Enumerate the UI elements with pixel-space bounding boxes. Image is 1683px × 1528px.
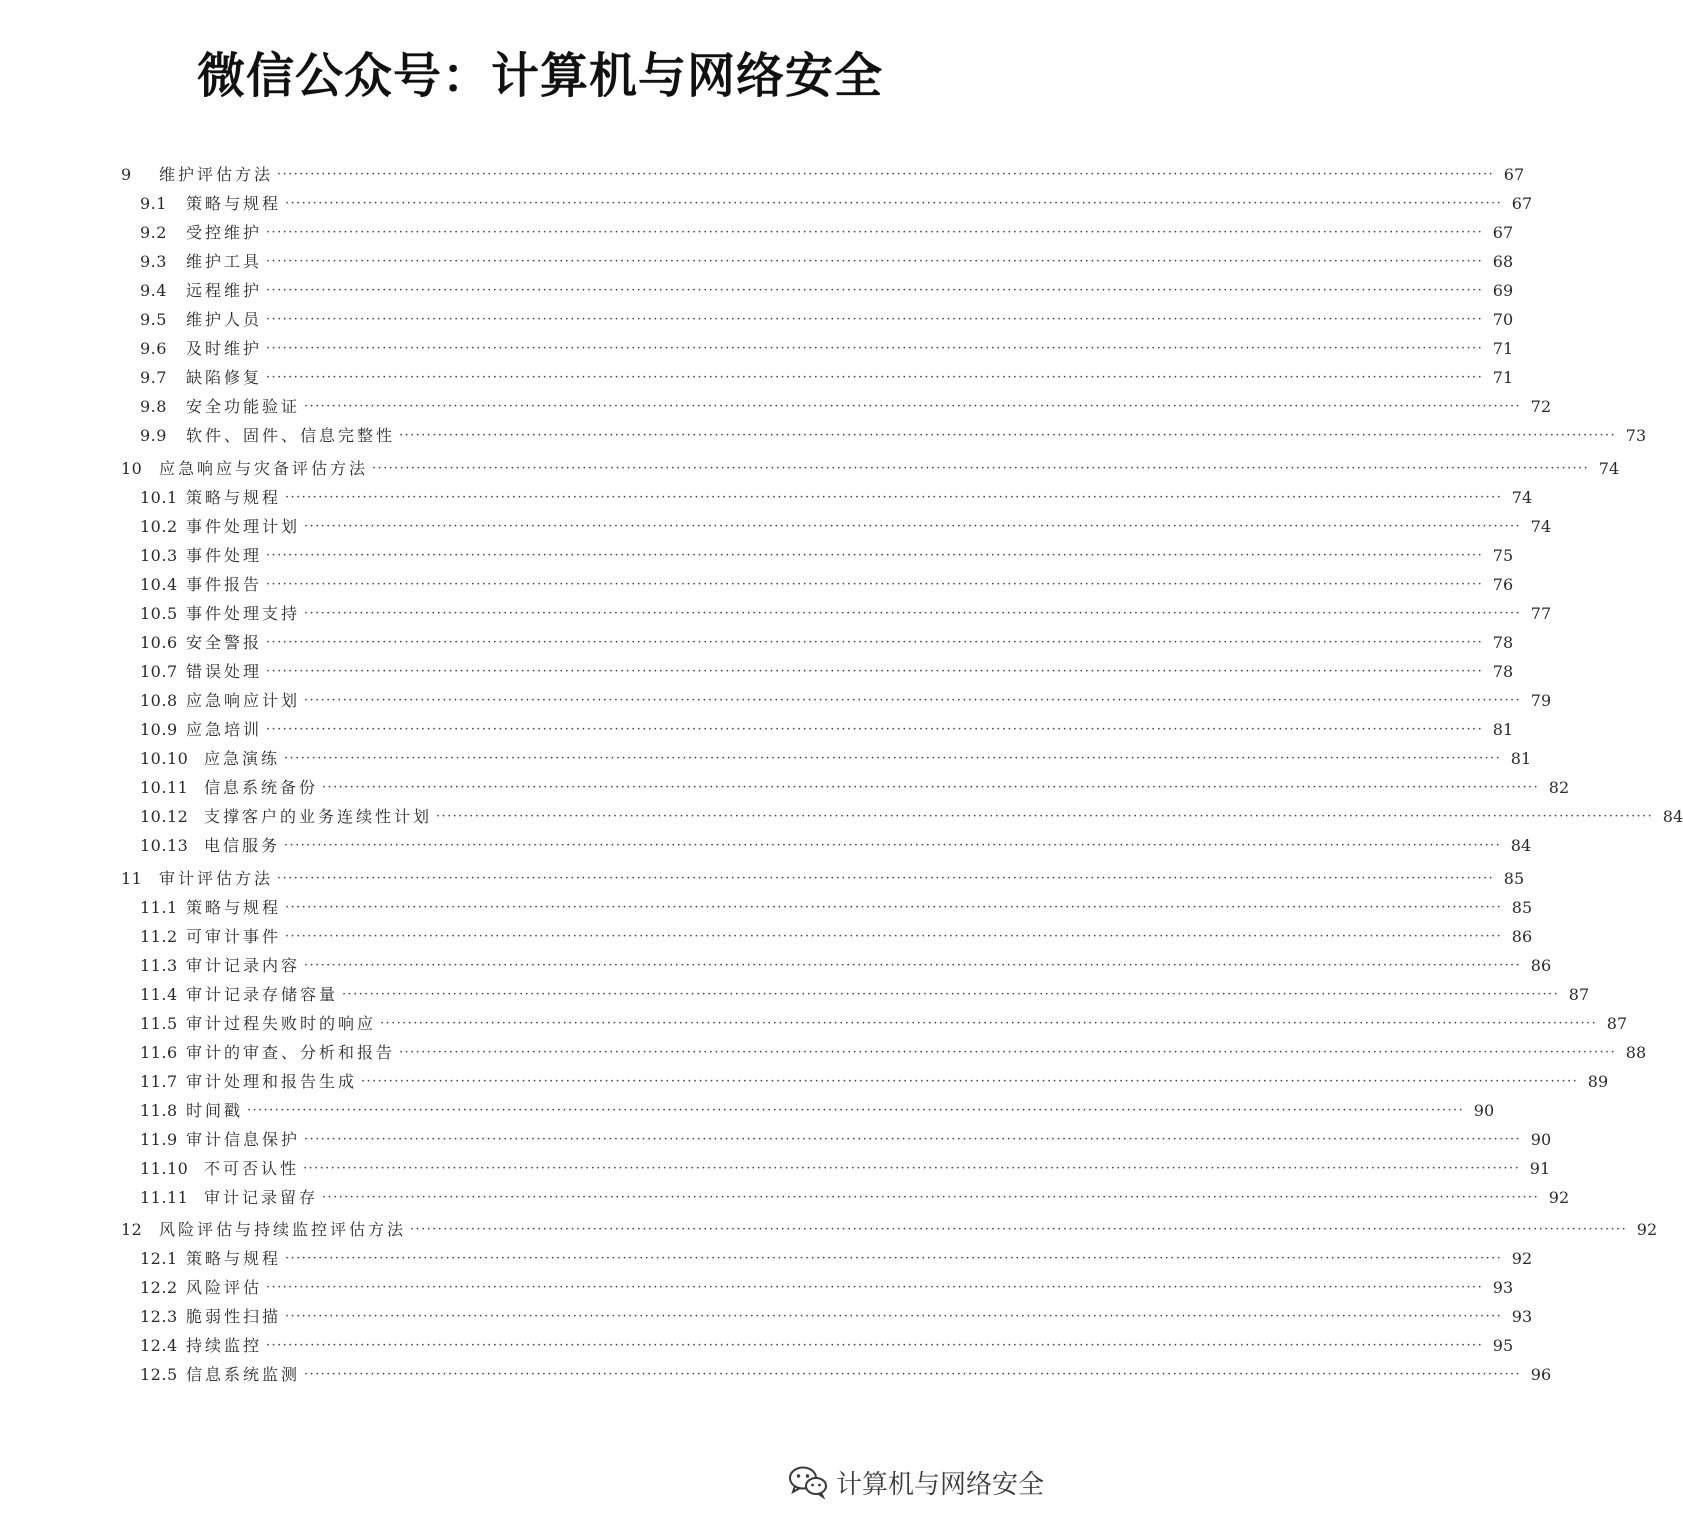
toc-number: 11.3 [140, 956, 178, 975]
toc-number: 9.7 [140, 368, 167, 387]
toc-page-number: 72 [1530, 397, 1552, 416]
toc-section [0, 189, 1533, 218]
toc-title: 策略与规程 [186, 898, 282, 917]
toc-number: 11.1 [140, 898, 178, 917]
toc-title: 安全功能验证 [186, 397, 301, 416]
toc-number: 11.9 [140, 1130, 178, 1149]
dot-leader: ···························································································································································································································· [277, 167, 1495, 182]
toc-chapter [0, 864, 1525, 893]
toc-section [0, 773, 1570, 802]
toc-section [0, 1038, 1647, 1067]
dot-leader: ···························································································································································································································· [285, 490, 1503, 505]
watermark-text: 计算机与网络安全 [835, 1469, 1044, 1500]
toc-title: 审计过程失败时的响应 [186, 1014, 377, 1033]
toc-section [0, 1331, 1514, 1360]
dot-leader: ···························································································································································································································· [285, 1309, 1503, 1324]
dot-leader: ···························································································································································································································· [285, 1251, 1503, 1266]
toc-title: 风险评估 [186, 1278, 263, 1297]
toc-title: 信息系统监测 [186, 1365, 301, 1384]
toc-title: 缺陷修复 [186, 368, 263, 387]
toc-number: 11.6 [140, 1043, 178, 1062]
toc-title: 应急演练 [204, 749, 281, 768]
toc-page-number: 92 [1511, 1249, 1533, 1268]
toc-number: 11.2 [140, 927, 178, 946]
toc-section [0, 1009, 1628, 1038]
dot-leader: ···························································································································································································································· [304, 399, 1522, 414]
toc-number: 10.6 [140, 633, 178, 652]
dot-leader: ···························································································································································································································· [266, 254, 1484, 269]
toc-title: 审计记录内容 [186, 956, 301, 975]
dot-leader: ···························································································································································································································· [304, 1132, 1522, 1147]
toc-title: 电信服务 [204, 836, 281, 855]
toc-page-number: 89 [1587, 1072, 1609, 1091]
dot-leader: ···························································································································································································································· [247, 1103, 1465, 1118]
dot-leader: ···························································································································································································································· [266, 548, 1484, 563]
toc-title: 维护评估方法 [159, 165, 274, 184]
dot-leader: ···························································································································································································································· [266, 341, 1484, 356]
toc-page-number: 86 [1511, 927, 1533, 946]
toc-page-number: 84 [1510, 836, 1532, 855]
toc-section [0, 1183, 1570, 1212]
toc-title: 支撑客户的业务连续性计划 [204, 807, 433, 826]
dot-leader: ···························································································································································································································· [399, 1045, 1617, 1060]
toc-number: 9 [121, 165, 132, 184]
dot-leader: ···························································································································································································································· [266, 312, 1484, 327]
dot-leader: ···························································································································································································································· [284, 838, 1502, 853]
toc-section [0, 715, 1514, 744]
toc-title: 远程维护 [186, 281, 263, 300]
dot-leader: ···························································································································································································································· [266, 283, 1484, 298]
toc-title: 持续监控 [186, 1336, 263, 1355]
toc-title: 错误处理 [186, 662, 263, 681]
toc-number: 10.3 [140, 546, 178, 565]
toc-title: 策略与规程 [186, 194, 282, 213]
toc-title: 脆弱性扫描 [186, 1307, 282, 1326]
toc-number: 9.5 [140, 310, 167, 329]
dot-leader: ···························································································································································································································· [399, 428, 1617, 443]
dot-leader: ···························································································································································································································· [266, 1338, 1484, 1353]
dot-leader: ···························································································································································································································· [322, 780, 1540, 795]
dot-leader: ···························································································································································································································· [304, 693, 1522, 708]
dot-leader: ···························································································································································································································· [436, 809, 1654, 824]
dot-leader: ···························································································································································································································· [277, 871, 1495, 886]
toc-section [0, 831, 1532, 860]
wechat-icon [788, 1465, 828, 1499]
toc-page-number: 92 [1548, 1188, 1570, 1207]
toc-page-number: 67 [1503, 165, 1525, 184]
toc-page-number: 74 [1598, 459, 1620, 478]
toc-title: 软件、固件、信息完整性 [186, 426, 396, 445]
toc-number: 9.8 [140, 397, 167, 416]
toc-page-number: 96 [1530, 1365, 1552, 1384]
watermark [788, 1462, 1044, 1502]
toc-page-number: 86 [1530, 956, 1552, 975]
toc-section [0, 483, 1533, 512]
toc-section [0, 1125, 1552, 1154]
dot-leader: ···························································································································································································································· [304, 519, 1522, 534]
toc-section [0, 541, 1514, 570]
toc-page-number: 74 [1511, 488, 1533, 507]
toc-number: 12.3 [140, 1307, 178, 1326]
toc-title: 风险评估与持续监控评估方法 [159, 1220, 407, 1239]
toc-page-number: 76 [1492, 575, 1514, 594]
toc-page-number: 75 [1492, 546, 1514, 565]
toc-section [0, 1244, 1533, 1273]
dot-leader: ···························································································································································································································· [285, 196, 1503, 211]
toc-page-number: 78 [1492, 662, 1514, 681]
toc-page-number: 68 [1492, 252, 1514, 271]
toc-number: 12.4 [140, 1336, 178, 1355]
toc-number: 9.6 [140, 339, 167, 358]
toc-title: 不可否认性 [204, 1159, 300, 1178]
toc-section [0, 922, 1533, 951]
toc-page-number: 74 [1530, 517, 1552, 536]
dot-leader: ···························································································································································································································· [361, 1074, 1579, 1089]
toc-section [0, 1067, 1609, 1096]
toc-page-number: 81 [1510, 749, 1532, 768]
toc-title: 审计记录留存 [204, 1188, 319, 1207]
toc-page-number: 82 [1548, 778, 1570, 797]
toc-section [0, 980, 1590, 1009]
dot-leader: ···························································································································································································································· [304, 1367, 1522, 1382]
toc-section [0, 893, 1533, 922]
toc-title: 事件报告 [186, 575, 263, 594]
toc-page-number: 93 [1511, 1307, 1533, 1326]
toc-section [0, 392, 1552, 421]
dot-leader: ···························································································································································································································· [284, 751, 1502, 766]
dot-leader: ···························································································································································································································· [266, 722, 1484, 737]
dot-leader: ···························································································································································································································· [410, 1222, 1628, 1237]
toc-page-number: 85 [1503, 869, 1525, 888]
dot-leader: ···························································································································································································································· [266, 635, 1484, 650]
toc-number: 11.10 [140, 1159, 189, 1178]
toc-number: 11.11 [140, 1188, 189, 1207]
toc-section [0, 334, 1514, 363]
toc-section [0, 247, 1514, 276]
toc-chapter [0, 1215, 1658, 1244]
dot-leader: ···························································································································································································································· [285, 900, 1503, 915]
toc-title: 策略与规程 [186, 488, 282, 507]
toc-page-number: 87 [1568, 985, 1590, 1004]
toc-page-number: 67 [1511, 194, 1533, 213]
dot-leader: ···························································································································································································································· [266, 225, 1484, 240]
toc-page-number: 92 [1636, 1220, 1658, 1239]
toc-page-number: 91 [1529, 1159, 1551, 1178]
toc-title: 应急响应计划 [186, 691, 301, 710]
toc-page-number: 95 [1492, 1336, 1514, 1355]
toc-number: 11.4 [140, 985, 178, 1004]
toc-title: 审计记录存储容量 [186, 985, 339, 1004]
toc-section [0, 1302, 1533, 1331]
dot-leader: ···························································································································································································································· [266, 1280, 1484, 1295]
toc-section [0, 363, 1514, 392]
toc-title: 及时维护 [186, 339, 263, 358]
toc-page-number: 67 [1492, 223, 1514, 242]
toc-chapter [0, 454, 1620, 483]
toc-section [0, 1360, 1552, 1389]
dot-leader: ···························································································································································································································· [342, 987, 1560, 1002]
dot-leader: ···························································································································································································································· [380, 1016, 1598, 1031]
toc-number: 12.2 [140, 1278, 178, 1297]
toc-number: 11.5 [140, 1014, 178, 1033]
toc-number: 11.7 [140, 1072, 178, 1091]
toc-page-number: 81 [1492, 720, 1514, 739]
toc-chapter [0, 160, 1525, 189]
toc-title: 应急响应与灾备评估方法 [159, 459, 369, 478]
dot-leader: ···························································································································································································································· [266, 577, 1484, 592]
toc-section [0, 512, 1552, 541]
toc-number: 12 [121, 1220, 143, 1239]
toc-title: 应急培训 [186, 720, 263, 739]
toc-number: 12.1 [140, 1249, 178, 1268]
toc-title: 审计信息保护 [186, 1130, 301, 1149]
toc-number: 10.11 [140, 778, 189, 797]
dot-leader: ···························································································································································································································· [303, 1161, 1521, 1176]
toc-number: 11 [121, 869, 143, 888]
toc-section [0, 802, 1683, 831]
toc-section [0, 628, 1514, 657]
dot-leader: ···························································································································································································································· [285, 929, 1503, 944]
toc-number: 9.1 [140, 194, 167, 213]
toc-title: 维护工具 [186, 252, 263, 271]
toc-number: 10.13 [140, 836, 189, 855]
toc-number: 10.1 [140, 488, 178, 507]
toc-section [0, 570, 1514, 599]
toc-section [0, 951, 1552, 980]
toc-page-number: 77 [1530, 604, 1552, 623]
toc-title: 策略与规程 [186, 1249, 282, 1268]
dot-leader: ···························································································································································································································· [322, 1190, 1540, 1205]
toc-page-number: 70 [1492, 310, 1514, 329]
dot-leader: ···························································································································································································································· [304, 958, 1522, 973]
toc-page-number: 78 [1492, 633, 1514, 652]
toc-section [0, 657, 1514, 686]
toc-title: 时间戳 [186, 1101, 244, 1120]
toc-title: 审计处理和报告生成 [186, 1072, 358, 1091]
toc-page-number: 90 [1530, 1130, 1552, 1149]
toc-number: 10.10 [140, 749, 189, 768]
toc-section [0, 744, 1532, 773]
toc-title: 维护人员 [186, 310, 263, 329]
toc-section [0, 1273, 1514, 1302]
toc-page-number: 69 [1492, 281, 1514, 300]
toc-title: 事件处理计划 [186, 517, 301, 536]
toc-number: 10 [121, 459, 143, 478]
toc-number: 10.7 [140, 662, 178, 681]
toc-page-number: 79 [1530, 691, 1552, 710]
toc-page-number: 71 [1492, 368, 1514, 387]
toc-page-number: 73 [1625, 426, 1647, 445]
toc-title: 可审计事件 [186, 927, 282, 946]
toc-title: 审计评估方法 [159, 869, 274, 888]
toc-section [0, 276, 1514, 305]
toc-number: 10.9 [140, 720, 178, 739]
toc-number: 11.8 [140, 1101, 178, 1120]
toc-number: 9.4 [140, 281, 167, 300]
toc-page-number: 87 [1606, 1014, 1628, 1033]
toc-number: 9.9 [140, 426, 167, 445]
dot-leader: ···························································································································································································································· [266, 370, 1484, 385]
toc-title: 审计的审查、分析和报告 [186, 1043, 396, 1062]
toc-section [0, 1096, 1495, 1125]
toc-section [0, 421, 1647, 450]
toc-number: 10.5 [140, 604, 178, 623]
toc-page-number: 84 [1662, 807, 1683, 826]
dot-leader: ···························································································································································································································· [372, 461, 1590, 476]
toc-number: 9.3 [140, 252, 167, 271]
toc-number: 10.2 [140, 517, 178, 536]
toc-title: 事件处理支持 [186, 604, 301, 623]
toc-number: 12.5 [140, 1365, 178, 1384]
toc-number: 10.4 [140, 575, 178, 594]
toc-title: 信息系统备份 [204, 778, 319, 797]
dot-leader: ···························································································································································································································· [304, 606, 1522, 621]
toc-number: 10.12 [140, 807, 189, 826]
toc-page-number: 93 [1492, 1278, 1514, 1297]
toc-section [0, 305, 1514, 334]
page-title: 微信公众号：计算机与网络安全 [196, 48, 883, 104]
toc-page-number: 85 [1511, 898, 1533, 917]
toc-page-number: 88 [1625, 1043, 1647, 1062]
toc-section [0, 686, 1552, 715]
toc-page-number: 90 [1473, 1101, 1495, 1120]
toc-number: 10.8 [140, 691, 178, 710]
toc-page-number: 71 [1492, 339, 1514, 358]
dot-leader: ···························································································································································································································· [266, 664, 1484, 679]
toc-section [0, 599, 1552, 628]
toc-title: 事件处理 [186, 546, 263, 565]
toc-section [0, 218, 1514, 247]
toc-section [0, 1154, 1551, 1183]
toc-title: 安全警报 [186, 633, 263, 652]
toc-number: 9.2 [140, 223, 167, 242]
toc-title: 受控维护 [186, 223, 263, 242]
